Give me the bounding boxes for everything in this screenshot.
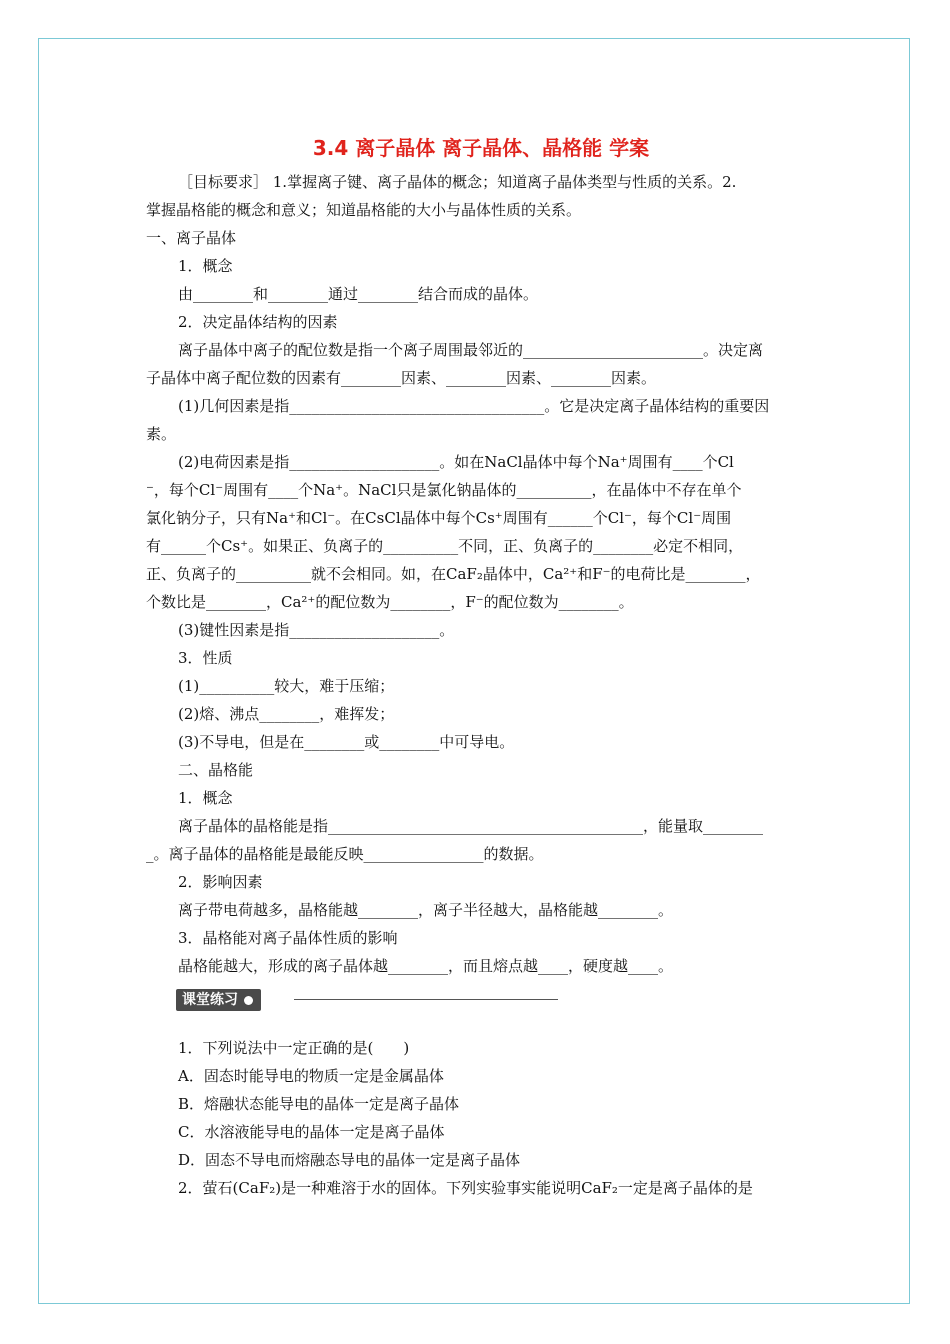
page-title: 3.4 离子晶体 离子晶体、晶格能 学案 <box>312 136 650 160</box>
influencing-factors-line: 离子带电荷越多，晶格能越________，离子半径越大，晶格能越________。 <box>178 901 674 919</box>
coordination-line-1: 离子晶体中离子的配位数是指一个离子周围最邻近的________________________。决定离 <box>178 341 764 359</box>
subheading-lattice-concept: 1．概念 <box>178 789 233 807</box>
subheading-lattice-effect: 3．晶格能对离子晶体性质的影响 <box>178 929 398 947</box>
question-1-option-d: D．固态不导电而熔融态导电的晶体一定是离子晶体 <box>178 1151 521 1169</box>
lattice-effect-line: 晶格能越大，形成的离子晶体越________，而且熔点越____，硬度越____。 <box>178 957 674 975</box>
bullet-dot-icon <box>244 996 253 1005</box>
question-1-option-c: C．水溶液能导电的晶体一定是离子晶体 <box>178 1123 445 1141</box>
practice-section-header <box>146 986 816 1016</box>
document-body <box>146 134 816 1202</box>
question-2: 2．萤石(CaF₂)是一种难溶于水的固体。下列实验事实能说明CaF₂一定是离子晶体的是 <box>178 1179 753 1197</box>
subheading-structure-factors: 2．决定晶体结构的因素 <box>178 313 338 331</box>
charge-factor-line-4: 有______个Cs⁺。如果正、负离子的__________不同，正、负离子的________必定不相同， <box>146 537 744 555</box>
property-3: (3)不导电，但是在________或________中可导电。 <box>178 733 515 751</box>
charge-factor-line-1: (2)电荷因素是指____________________。如在NaCl晶体中每个Na⁺周围有____个Cl <box>178 453 734 471</box>
practice-tag <box>176 989 261 1011</box>
objective-line-2: 掌握晶格能的概念和意义；知道晶格能的大小与晶体性质的关系。 <box>146 201 582 219</box>
lattice-concept-line-2: _。离子晶体的晶格能是最能反映________________的数据。 <box>146 845 544 863</box>
section-divider <box>294 999 558 1000</box>
coordination-line-2: 子晶体中离子配位数的因素有________因素、________因素、________因素。 <box>146 369 657 387</box>
charge-factor-line-6: 个数比是________，Ca²⁺的配位数为________，F⁻的配位数为________。 <box>146 593 634 611</box>
charge-factor-line-2: ⁻，每个Cl⁻周围有____个Na⁺。NaCl只是氯化钠晶体的__________，在晶体中不存在单个 <box>146 481 742 499</box>
objective-line-1: ［目标要求］ 1.掌握离子键、离子晶体的概念；知道离子晶体类型与性质的关系。2. <box>178 173 737 191</box>
section-heading-ionic-crystal: 一、离子晶体 <box>146 229 237 247</box>
question-1-option-a: A．固态时能导电的物质一定是金属晶体 <box>178 1067 444 1085</box>
section-heading-lattice-energy: 二、晶格能 <box>178 761 254 779</box>
geometric-factor-line-2: 素。 <box>146 425 177 443</box>
subheading-properties: 3．性质 <box>178 649 233 667</box>
lattice-concept-line-1: 离子晶体的晶格能是指__________________________________________，能量取________ <box>178 817 764 835</box>
practice-label: 课堂练习 <box>182 992 238 1008</box>
geometric-factor-line-1: (1)几何因素是指__________________________________。它是决定离子晶体结构的重要因 <box>178 397 770 415</box>
subheading-concept: 1．概念 <box>178 257 233 275</box>
question-1-option-b: B．熔融状态能导电的晶体一定是离子晶体 <box>178 1095 460 1113</box>
charge-factor-line-3: 氯化钠分子，只有Na⁺和Cl⁻。在CsCl晶体中每个Cs⁺周围有______个Cl⁻，每个Cl⁻周围 <box>146 509 732 527</box>
bond-factor-line: (3)键性因素是指____________________。 <box>178 621 455 639</box>
question-1: 1．下列说法中一定正确的是( ) <box>178 1039 410 1057</box>
property-2: (2)熔、沸点________，难挥发； <box>178 705 395 723</box>
charge-factor-line-5: 正、负离子的__________就不会相同。如，在CaF₂晶体中，Ca²⁺和F⁻的电荷比是________， <box>146 565 761 583</box>
property-1: (1)__________较大，难于压缩； <box>178 677 395 695</box>
subheading-influencing-factors: 2．影响因素 <box>178 873 263 891</box>
concept-line: 由________和________通过________结合而成的晶体。 <box>178 285 539 303</box>
